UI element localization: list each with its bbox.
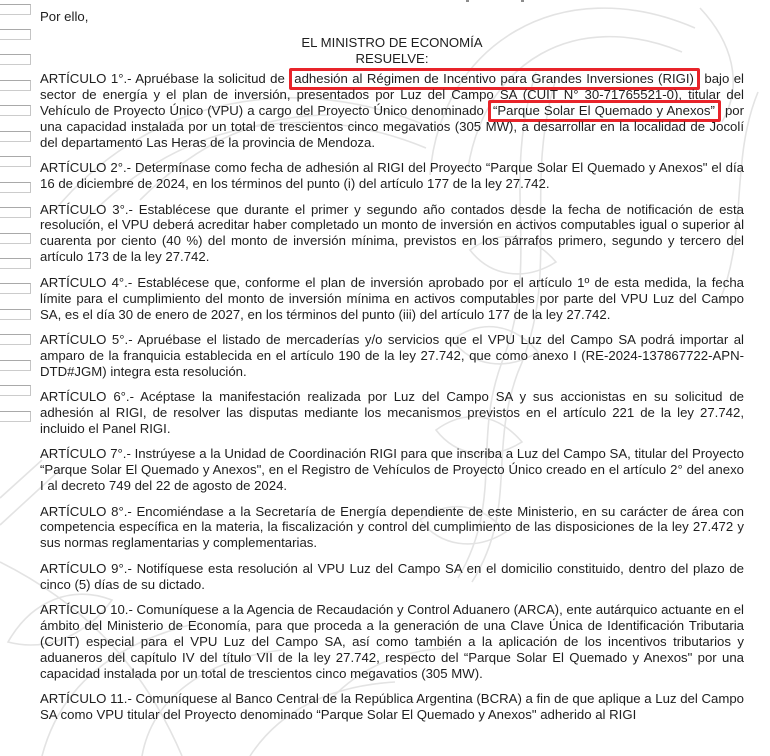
page-edge-mark: [0, 385, 31, 396]
page-edge-mark: [0, 411, 31, 422]
article-paragraph: [40, 275, 744, 323]
article-text: ARTÍCULO 5°.- Apruébase el listado de mercaderías y/o servicios que el VPU Luz del Campo SA podrá importar al amparo de la franquicia establecida en el artículo 190 de la ley 27.742, que como anexo I (RE-2024-137867722-APN-DTD#JGM) integra esta resolución.: [40, 331, 744, 379]
page-edge-mark: [0, 182, 31, 193]
project-name-highlight-box: “Parque Solar El Quemado y Anexos”: [488, 100, 721, 122]
page-edge-mark: [0, 29, 31, 40]
article-paragraph: [40, 691, 744, 723]
article-paragraph: [40, 71, 744, 151]
article-text: ARTÍCULO 1°.- Apruébase la solicitud de: [40, 71, 290, 87]
article-text: ARTÍCULO 11.- Comuníquese al Banco Central de la República Argentina (BCRA) a fin de que aplique a Luz del Campo SA como VPU titular del Proyecto denominado “Parque Solar El Quemado y Anexos" adherido al RIGI: [40, 691, 744, 723]
page-edge-mark: [0, 80, 31, 91]
article-paragraph: [40, 160, 744, 192]
articles: [40, 71, 744, 723]
article-paragraph: [40, 561, 744, 593]
article-text: ARTÍCULO 9°.- Notifíquese esta resolución al VPU Luz del Campo SA en el domicilio constituido, dentro del plazo de cinco (5) días de su dictado.: [40, 560, 744, 592]
page-edge-mark: [0, 360, 31, 371]
resolution-body: [40, 0, 744, 723]
article-text: ARTÍCULO 2°.- Determínase como fecha de adhesión al RIGI del Proyecto “Parque Solar El Quemado y Anexos" el día 16 de diciembre de 2024, en los términos del punto (i) del artículo 177 de la ley 27.742.: [40, 160, 744, 192]
page-edge-mark: [0, 334, 31, 345]
article-text: bajo el sector de energía y el plan de inversión, presentados por Luz del Campo SA (CUIT N° 30-71765521-0), titular del Vehículo de Proyecto Único (VPU) a cargo del Proyecto Único denominado: [40, 71, 744, 119]
page-edge-mark: [0, 131, 31, 142]
page-edge-mark: [0, 4, 31, 15]
page-edge-mark: [0, 105, 31, 116]
resolve-heading: RESUELVE:: [355, 50, 429, 66]
article-text: ARTÍCULO 3°.- Establécese que durante el primer y segundo año contados desde la fecha de notificación de esta resolución, el VPU deberá acreditar haber completado un monto de inversión en activos computables igual o superior al cuarenta por ciento (40 %) del monto de inversión mínima, previstos en los párrafos primero, segundo y tercero del artículo 173 de la ley 27.742.: [40, 201, 744, 265]
article-text: ARTÍCULO 10.- Comuníquese a la Agencia de Recaudación y Control Aduanero (ARCA), ente autárquico actuante en el ámbito del Ministerio de Economía, para que proceda a la generación de una Clave Única de Identificación Tributaria (CUIT) especial para el VPU Luz del Campo SA, así como también a la aplicación de los incentivos tributarios y aduaneros del capítulo IV del título VII de la ley 27.742, respecto del “Parque Solar El Quemado y Anexos" por una capacidad instalada por un total de trescientos cinco megavatios (305 MW).: [40, 602, 744, 681]
article-paragraph: [40, 446, 744, 494]
page-edge-mark: [0, 156, 31, 167]
rigi-highlight-box: adhesión al Régimen de Incentivo para Grandes Inversiones (RIGI): [289, 68, 700, 90]
page-edge-mark: [0, 54, 31, 65]
page-edge-mark: [0, 258, 31, 269]
article-paragraph: [40, 602, 744, 682]
article-paragraph: [40, 332, 744, 380]
article-text: ARTÍCULO 8°.- Encomiéndase a la Secretaría de Energía dependiente de este Ministerio, en su carácter de área con competencia específica en la materia, la fiscalización y control del cumplimiento de las disposiciones de la ley 27.472 y sus normas reglamentarias y complementarias.: [40, 503, 744, 551]
article-paragraph: [40, 389, 744, 437]
page-edge-mark: [0, 309, 31, 320]
article-text: ARTÍCULO 7°.- Instrúyese a la Unidad de Coordinación RIGI para que inscriba a Luz del Campo SA, titular del Proyecto “Parque Solar El Quemado y Anexos", en el Registro de Vehículos de Proyecto Único creado en el artículo 2° del anexo I al decreto 749 del 22 de agosto de 2024.: [40, 446, 744, 494]
page-edge-mark: [0, 283, 31, 294]
article-text: ARTÍCULO 6°.- Acéptase la manifestación realizada por Luz del Campo SA y sus accionistas en su solicitud de adhesión al RIGI, de resolver las disputas mediante los mecanismos previstos en el artículo 221 de la ley 27.742, incluido el Panel RIGI.: [40, 389, 744, 436]
article-paragraph: [40, 202, 744, 266]
article-paragraph: [40, 504, 744, 552]
article-text: por una capacidad instalada por un total de trescientos cinco megavatios (305 MW), a desarrollar en la localidad de Jocolí del departamento Las Heras de la provincia de Mendoza.: [40, 103, 745, 150]
issuer-heading: EL MINISTRO DE ECONOMÍA: [301, 34, 483, 50]
intro-phrase: Por ello,: [40, 9, 89, 24]
article-text: ARTÍCULO 4°.- Establécese que, conforme el plan de inversión aprobado por el artículo 1º de esta medida, la fecha límite para el cumplimiento del monto de inversión mínima en activos computables por parte del VPU Luz del Campo SA, es el día 30 de enero de 2027, en los términos del punto (iii) del artículo 177 de la ley 27.742.: [40, 274, 744, 322]
page-edge-mark: [0, 233, 31, 244]
page-edge-mark: [0, 207, 31, 218]
